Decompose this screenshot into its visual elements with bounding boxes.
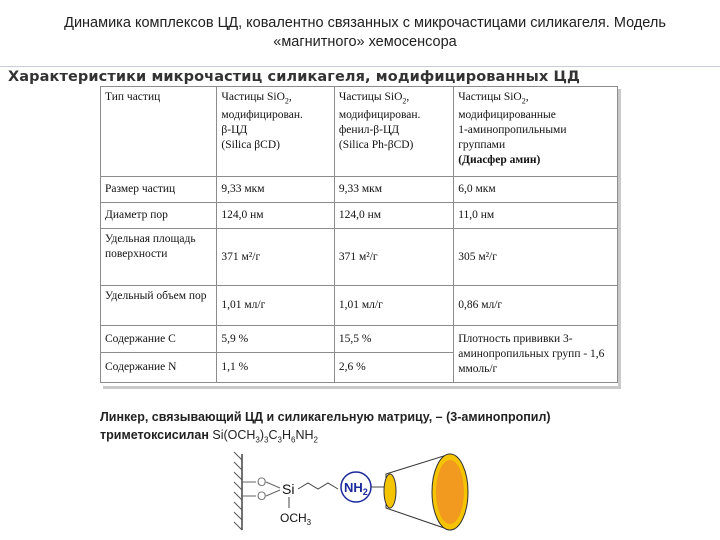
silica-properties-table [100, 86, 618, 383]
table-row [101, 229, 618, 286]
cell-value: 305 м²/г [454, 229, 618, 286]
linker-diagram [228, 450, 478, 536]
header-cell-silica-ph-bcd: Частицы SiO$_2$, модифицирован. фенил-β-ЦД (Silica Ph-βCD) [334, 87, 453, 177]
oxygen-label-1: O [257, 475, 267, 489]
row-label: Диаметр пор [101, 203, 217, 229]
header-line: (Silica Ph-βCD) [338, 139, 414, 152]
header-cell-silica-bcd: Частицы SiO$_2$, модифицирован. β-ЦД (Silica βCD) [217, 87, 334, 177]
cell-value: 9,33 мкм [217, 177, 334, 203]
row-label: Размер частиц [101, 177, 217, 203]
propyl-chain [298, 483, 338, 489]
table-row [101, 177, 618, 203]
cell-value: 9,33 мкм [334, 177, 453, 203]
cell-value: 1,1 % [217, 353, 334, 383]
cell-value: 5,9 % [217, 326, 334, 353]
cell-value: 6,0 мкм [454, 177, 618, 203]
header-cell-type: Тип частиц [101, 87, 217, 177]
caption-text: Линкер, связывающий ЦД и силикагельную матрицу, – (3-аминопропил) триметоксисилан [100, 410, 551, 442]
surface-hatching [234, 452, 242, 530]
cell-value: 11,0 нм [454, 203, 618, 229]
oxygen-label-2: O [257, 489, 267, 503]
cell-value: 15,5 % [334, 326, 453, 353]
slide-title-bar [0, 0, 720, 67]
cell-value: 371 м²/г [217, 229, 334, 286]
header-cell-diasfer-amin: Частицы SiO$_2$, модифицированные 1-аминопропильными группами (Диасфер амин) [454, 87, 618, 177]
silicon-label: Si [282, 481, 295, 497]
header-line: модифицирован. [338, 109, 421, 122]
header-line: 1-аминопропильными [458, 124, 567, 137]
header-line: (Диасфер амин) [458, 154, 541, 167]
section-heading: Характеристики микрочастиц силикагеля, модифицированных ЦД [8, 69, 581, 85]
header-line: группами [458, 139, 506, 152]
row-label: Содержание C [101, 326, 217, 353]
header-line: (Silica βCD) [221, 139, 280, 152]
row-label: Удельный объем пор [101, 286, 217, 326]
cell-value: 124,0 нм [334, 203, 453, 229]
cell-value: 1,01 мл/г [217, 286, 334, 326]
cell-value: 2,6 % [334, 353, 453, 383]
header-line: модифицированные [458, 109, 556, 122]
header-line: Частицы SiO [458, 91, 522, 103]
cell-value: 0,86 мл/г [454, 286, 618, 326]
cone-narrow-rim [384, 474, 396, 508]
table-row [101, 286, 618, 326]
table-row [101, 203, 618, 229]
linker-caption [100, 408, 620, 450]
methoxy-label: $OCH_3$ [280, 511, 312, 527]
table-header-row [101, 87, 618, 177]
table-row [101, 326, 618, 353]
header-line: Частицы SiO [338, 91, 403, 103]
grafting-density-note: Плотность прививки 3-аминопропильных групп - 1,6 ммоль/г [454, 326, 618, 383]
header-line: β-ЦД [221, 124, 248, 137]
header-line: Частицы SiO [221, 91, 285, 103]
silica-properties-table-wrapper [100, 86, 618, 386]
header-line: фенил-β-ЦД [338, 124, 400, 137]
header-line: модифицирован. [221, 109, 303, 122]
cell-value: 371 м²/г [334, 229, 453, 286]
row-label: Удельная площадь поверхности [101, 229, 217, 286]
amine-label: $NH_2$ [344, 480, 368, 497]
cell-value: 1,01 мл/г [334, 286, 453, 326]
caption-formula: $Si(OCH_3)_3C_3H_6NH_2$ [212, 428, 318, 445]
row-label: Содержание N [101, 353, 217, 383]
cone-cavity [436, 460, 464, 524]
slide-title: Динамика комплексов ЦД, ковалентно связанных с микрочастицами силикагеля. Модель «магнитного» хемосенсора [64, 15, 666, 50]
cell-value: 124,0 нм [217, 203, 334, 229]
